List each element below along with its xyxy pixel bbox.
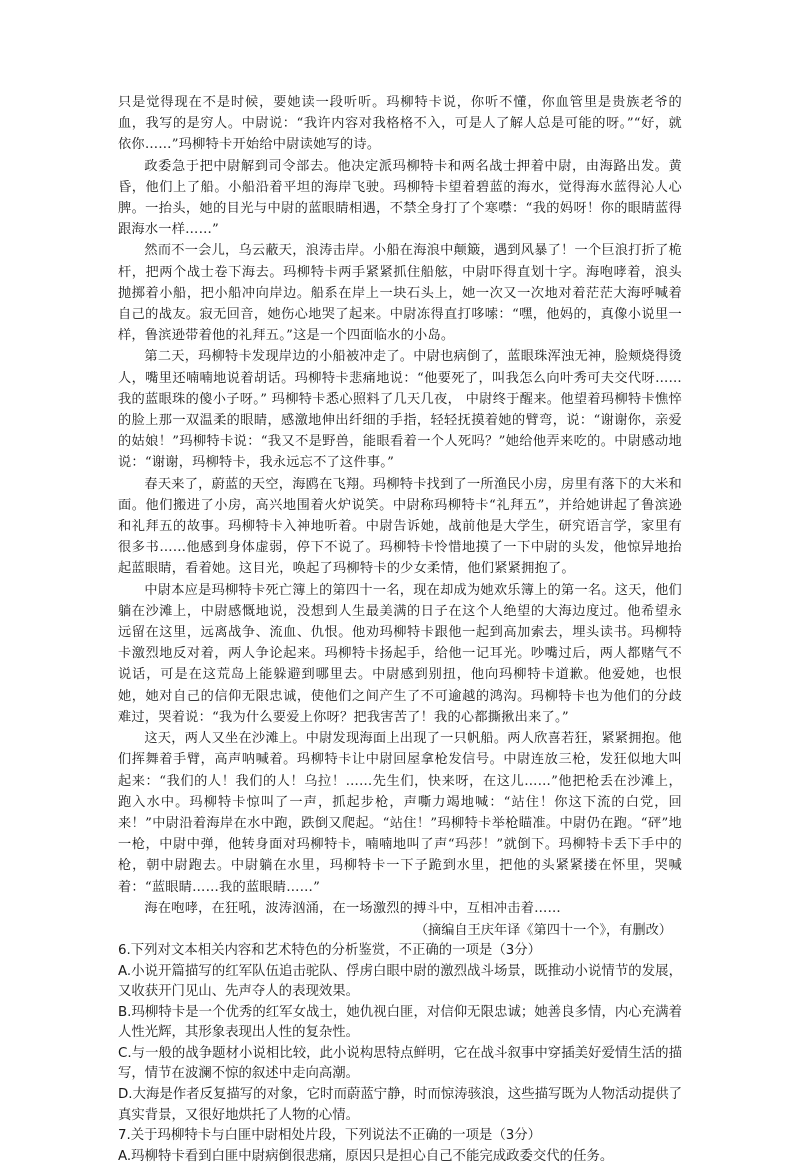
source-citation: （摘编自王庆年译《第四十一个》，有删改） — [414, 922, 672, 938]
story-paragraph: 中尉本应是玛柳特卡死亡簿上的第四十一名，现在却成为她欢乐簿上的第一名。这天，他们躺在沙滩上，中尉感慨地说，没想到人生最美满的日子在这个人绝望的大海边度过。他希望永远留在这里，远离战争、流血、仇恨。他劝玛柳特卡跟他一起到高加索去，埋头读书。玛柳特卡激烈地反对着，两人争论起来。玛柳特卡扬起手，给他一记耳光。吵嘴过后，两人都赌气不说话，可是在这荒岛上能躲避到哪里去。中尉感到别扭，他向玛柳特卡道歉。他爱她，也恨她，她对自己的信仰无限忠诚，使他们之间产生了不可逾越的鸿沟。玛柳特卡也为他们的分歧难过，哭着说：“我为什么要爱上你呀？把我害苦了！我的心都撕揪出来了。” — [118, 582, 682, 725]
document-page — [118, 92, 682, 1167]
question-6-option-d: D.大海是作者反复描写的对象，它时而蔚蓝宁静，时而惊涛骇浪，这些描写既为人物活动提供了真实背景，又很好地烘托了人物的心情。 — [118, 1087, 682, 1123]
question-6-option-c: C.与一般的战争题材小说相比较，此小说构思特点鲜明，它在战斗叙事中穿插美好爱情生活的描写，情节在波澜不惊的叙述中走向高潮。 — [118, 1045, 682, 1082]
question-6-option-a: A.小说开篇描写的红军队伍追击驼队、俘虏白眼中尉的激烈战斗场景，既推动小说情节的发展，又收获开门见山、先声夺人的表现效果。 — [118, 963, 682, 1000]
story-paragraph: 这天，两人又坐在沙滩上。中尉发现海面上出现了一只帆船。两人欣喜若狂，紧紧拥抱。他们挥舞着手臂，高声呐喊着。玛柳特卡让中尉回屋拿枪发信号。中尉连放三枪，发狂似地大叫起来：“我们的人！我们的人！乌拉！……先生们，快来呀，在这儿……”他把枪丢在沙滩上，跑入水中。玛柳特卡惊叫了一声，抓起步枪，声嘶力竭地喊：“站住！你这下流的白党，回来！”中尉沿着海岸在水中跑，跌倒又爬起。“站住！”玛柳特卡举枪瞄准。中尉仍在跑。“砰”地一枪，中尉中弹，他转身面对玛柳特卡，喃喃地叫了声“玛莎！”就倒下。玛柳特卡丢下手中的枪，朝中尉跑去。中尉躺在水里，玛柳特卡一下子跪到水里，把他的头紧紧搂在怀里，哭喊着：“蓝眼睛……我的蓝眼睛……” — [118, 731, 682, 895]
story-paragraph: 第二天，玛柳特卡发现岸边的小船被冲走了。中尉也病倒了，蓝眼珠浑浊无神，脸颊烧得烫人，嘴里还喃喃地说着胡话。玛柳特卡悲痛地说：“他要死了，叫我怎么向叶秀可夫交代呀……我的蓝眼珠的傻小子呀。” 玛柳特卡悉心照料了几天几夜， 中尉终于醒来。他望着玛柳特卡憔悴的脸上那一双温柔的眼睛，感激地伸出纤细的手指，轻轻抚摸着她的臂弯，说：“谢谢你，亲爱的姑娘！”玛柳特卡说：“我又不是野兽，能眼看着一个人死吗？”她给他弄来吃的。中尉感动地说：“谢谢，玛柳特卡，我永远忘不了这件事。” — [118, 349, 682, 471]
story-paragraph: 海在咆哮，在狂吼，波涛汹涌，在一场激烈的搏斗中，互相冲击着…… — [144, 900, 561, 916]
question-section — [118, 941, 682, 1167]
question-7-stem: 7.关于玛柳特卡与白匪中尉相处片段，下列说法不正确的一项是（3分） — [118, 1128, 542, 1144]
question-6-option-b: B.玛柳特卡是一个优秀的红军女战士，她仇视白匪，对信仰无限忠诚；她善良多情，内心充满着人性光辉，其形象表现出人性的复杂性。 — [118, 1004, 682, 1041]
story-text — [118, 92, 682, 919]
question-6-stem: 6.下列对文本相关内容和艺术特色的分析鉴赏，不正确的一项是（3分） — [118, 942, 542, 958]
story-paragraph: 政委急于把中尉解到司令部去。他决定派玛柳特卡和两名战士押着中尉，由海路出发。黄昏，他们上了船。小船沿着平坦的海岸飞驶。玛柳特卡望着碧蓝的海水，觉得海水蓝得沁人心脾。一抬头，她的目光与中尉的蓝眼睛相遇，不禁全身打了个寒噤：“我的妈呀！你的眼睛蓝得跟海水一样……” — [118, 158, 682, 238]
question-7-option-a: A.玛柳特卡看到白匪中尉病倒很悲痛，原因只是担心自己不能完成政委交代的任务。 — [118, 1148, 614, 1164]
story-paragraph: 春天来了，蔚蓝的天空，海鸥在飞翔。玛柳特卡找到了一所渔民小房，房里有落下的大米和面。他们搬进了小房，高兴地围着火炉说笑。中尉称玛柳特卡“礼拜五”，并给她讲起了鲁滨逊和礼拜五的故事。玛柳特卡入神地听着。中尉告诉她，战前他是大学生，研究语言学，家里有很多书……他感到身体虚弱，停下不说了。玛柳特卡怜惜地摸了一下中尉的头发，他惊异地抬起蓝眼睛，看着她。这目光，唤起了玛柳特卡的少女柔情，他们紧紧拥抱了。 — [118, 476, 682, 577]
story-paragraph: 然而不一会儿，乌云蔽天，浪涛击岸。小船在海浪中颠簸，遇到风暴了！一个巨浪打折了桅杆，把两个战士卷下海去。玛柳特卡两手紧紧抓住船舷，中尉吓得直划十字。海咆哮着，浪头抛掷着小船，把小船冲向岸边。船系在岸上一块石头上，她一次又一次地对着茫茫大海呼喊着自己的战友。寂无回音，她伤心地哭了起来。中尉冻得直打哆嗦：“嘿，他妈的，真像小说里一样，鲁滨逊带着他的礼拜五。”这是一个四面临水的小岛。 — [118, 243, 682, 344]
story-paragraph: 只是觉得现在不是时候，要她读一段听听。玛柳特卡说，你听不懂，你血管里是贵族老爷的血，我写的是穷人。中尉说：“我许内容对我格格不入，可是人了解人总是可能的呀。”“好，就依你……”玛柳特卡开始给中尉读她写的诗。 — [118, 95, 682, 153]
